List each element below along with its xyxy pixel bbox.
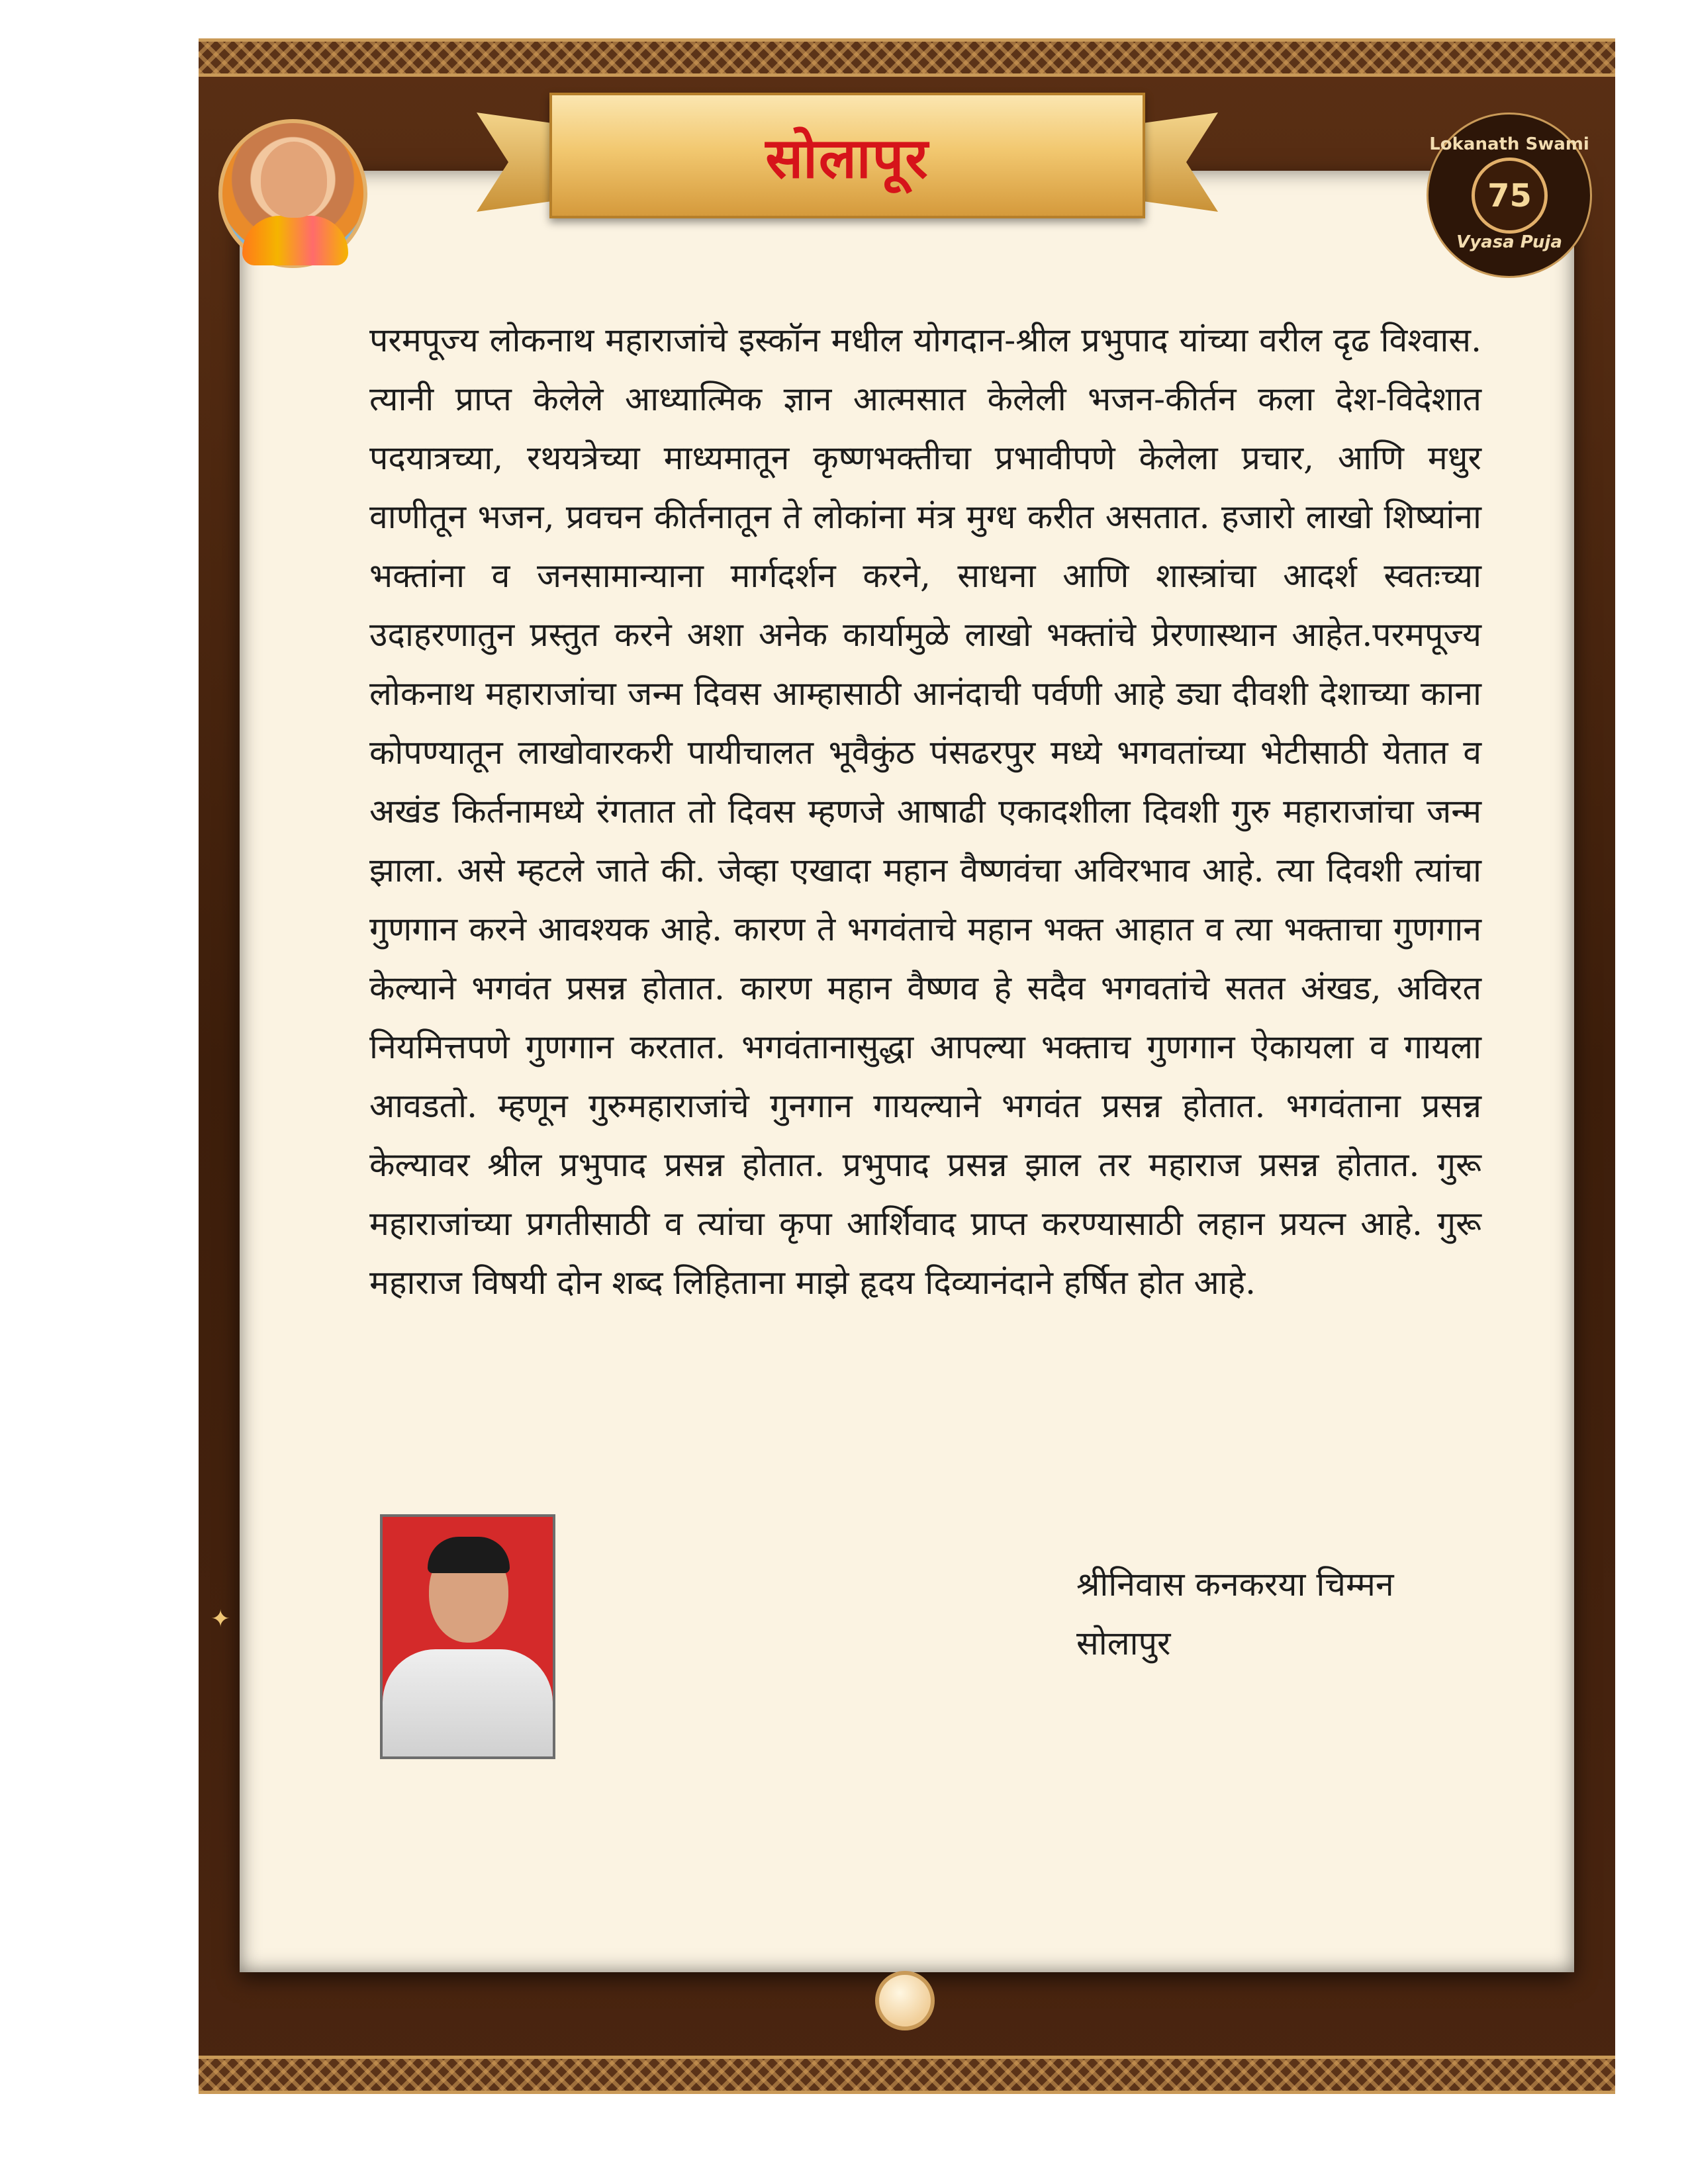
logo-text-top: Lokanath Swami bbox=[1429, 134, 1589, 154]
author-place: सोलापुर bbox=[1076, 1624, 1171, 1662]
author-shirt-shape bbox=[383, 1649, 553, 1759]
page-title: सोलापूर bbox=[765, 124, 929, 191]
logo-text-bottom: Vyasa Puja bbox=[1456, 232, 1562, 252]
ornamental-border-bottom bbox=[199, 2056, 1615, 2094]
author-name: श्रीनिवास कनकरया चिम्मन bbox=[1076, 1565, 1394, 1604]
ornamental-border-top bbox=[199, 38, 1615, 77]
bottom-ornament-circle bbox=[875, 1971, 935, 2030]
author-photo bbox=[380, 1514, 555, 1759]
author-hair-shape bbox=[428, 1537, 510, 1573]
vyasa-puja-75-logo bbox=[1427, 113, 1592, 278]
garland-shape bbox=[242, 216, 348, 265]
guru-portrait-medallion bbox=[218, 119, 367, 268]
sparkle-icon: ✦ bbox=[211, 1606, 231, 1633]
ribbon-banner bbox=[549, 93, 1145, 218]
face-shape bbox=[261, 142, 327, 218]
article-body: परमपूज्य लोकनाथ महाराजांचे इस्कॉन मधील योगदान-श्रील प्रभुपाद यांच्या वरील दृढ विश्वास. त्यानी प्राप्त केलेले आध्यात्मिक ज्ञान आत्मसात केलेली भजन-कीर्तन कला देश-विदेशात पदयात्रच्या, रथयत्रेच्या माध्यमातून कृष्णभक्तीचा प्रभावीपणे केलेला प्रचार, आणि मधुर वाणीतून भजन, प्रवचन कीर्तनातून ते लोकांना मंत्र मुग्ध करीत असतात. हजारो लाखो शिष्यांना भक्तांना व जनसामान्याना मार्गदर्शन करने, साधना आणि शास्त्रांचा आदर्श स्वतःच्या उदाहरणातुन प्रस्तुत करने अशा अनेक कार्यामुळे लाखो भक्तांचे प्रेरणास्थान आहेत.परमपूज्य लोकनाथ महाराजांचा जन्म दिवस आम्हासाठी आनंदाची पर्वणी आहे ड्या दीवशी देशाच्या काना कोपण्यातून लाखोवारकरी पायीचालत भूवैकुंठ पंसढरपुर मध्ये भगवतांच्या भेटीसाठी येतात व अखंड किर्तनामध्ये रंगतात तो दिवस म्हणजे आषाढी एकादशीला दिवशी गुरु महाराजांचा जन्म झाला. असे म्हटले जाते की. जेव्हा एखादा महान वैष्णवंचा अविरभाव आहे. त्या दिवशी त्यांचा गुणगान करने आवश्यक आहे. कारण ते भगवंताचे महान भक्त आहात व त्या भक्ताचा गुणगान केल्याने भगवंत प्रसन्न होतात. कारण महान वैष्णव हे सदैव भगवतांचे सतत अंखड, अविरत नियमित्तपणे गुणगान करतात. भगवंतानासुद्धा आपल्या भक्ताच गुणगान ऐकायला व गायला आवडतो. म्हणून गुरुमहाराजांचे गुनगान गायल्याने भगवंत प्रसन्न होतात. भगवंताना प्रसन्न केल्यावर श्रील प्रभुपाद प्रसन्न होतात. प्रभुपाद प्रसन्न झाल तर महाराज प्रसन्न होतात. गुरू महाराजांच्या प्रगतीसाठी व त्यांचा कृपा आर्शिवाद प्राप्त करण्यासाठी लहान प्रयत्न आहे. गुरू महाराज विषयी दोन शब्द लिहिताना माझे हृदय दिव्यानंदाने हर्षित होत आहे. bbox=[369, 321, 1481, 1302]
logo-ring bbox=[1472, 158, 1548, 234]
logo-number: 75 bbox=[1487, 177, 1532, 214]
title-ribbon bbox=[477, 93, 1218, 238]
signature-block bbox=[1076, 1555, 1540, 1673]
